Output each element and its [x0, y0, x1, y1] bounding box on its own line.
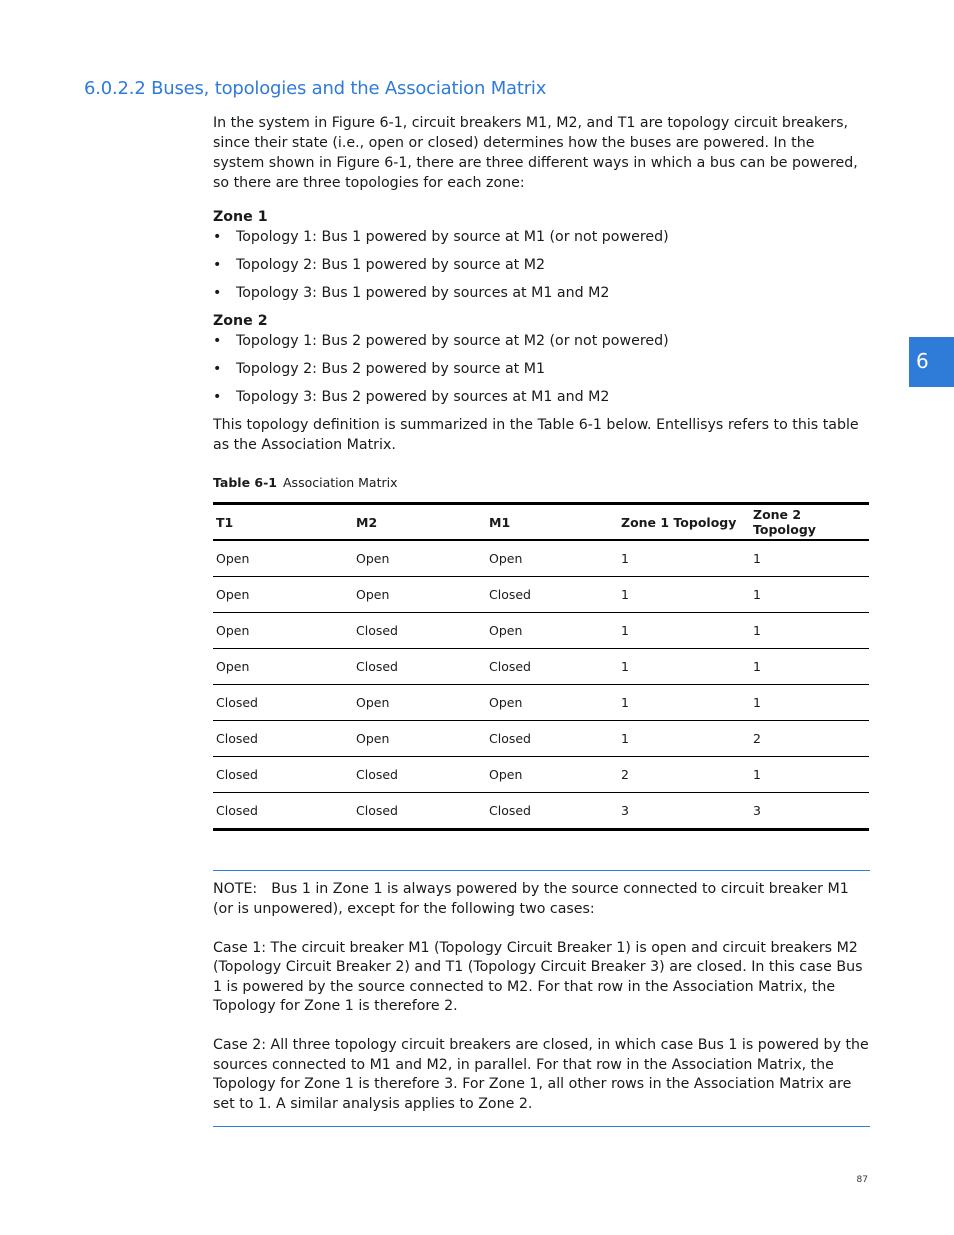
table-cell-zone1-topology: 1	[618, 685, 750, 721]
table-cell-zone1-topology: 1	[618, 613, 750, 649]
table-cell-m1: Closed	[486, 793, 618, 830]
bullet-icon: •	[213, 333, 222, 349]
table-cell-zone1-topology: 1	[618, 577, 750, 613]
table-cell-m1: Closed	[486, 721, 618, 757]
zone-2-heading: Zone 2	[213, 313, 268, 329]
zone-1-block	[213, 207, 869, 303]
list-item	[213, 359, 869, 379]
table-cell-t1: Open	[213, 613, 353, 649]
section-title: 6.0.2.2 Buses, topologies and the Association Matrix	[84, 78, 547, 99]
intro-paragraph: In the system in Figure 6-1, circuit breakers M1, M2, and T1 are topology circuit breakers, since their state (i.e., open or closed) determines how the buses are powered. In the system shown in Figure 6-1, there are three different ways in which a bus can be powered, so there are three topologies for each zone:	[213, 115, 858, 191]
association-matrix-table	[213, 502, 869, 831]
table-cell-m2: Closed	[353, 649, 486, 685]
bullet-icon: •	[213, 285, 222, 301]
list-item	[213, 331, 869, 351]
table-cell-m1: Closed	[486, 649, 618, 685]
table-cell-m1: Open	[486, 540, 618, 577]
main-content	[213, 113, 869, 831]
table-cell-m2: Open	[353, 685, 486, 721]
table-row	[213, 757, 869, 793]
table-row	[213, 540, 869, 577]
zone-2-list	[213, 331, 869, 407]
table-cell-m2: Closed	[353, 793, 486, 830]
table-cell-m2: Open	[353, 577, 486, 613]
table-cell-zone1-topology: 1	[618, 649, 750, 685]
table-cell-zone2-topology: 1	[750, 685, 869, 721]
table-cell-zone1-topology: 3	[618, 793, 750, 830]
zone-2-block	[213, 311, 869, 407]
list-item-text: Topology 3: Bus 2 powered by sources at M1 and M2	[236, 389, 610, 405]
table-cell-t1: Closed	[213, 721, 353, 757]
table-cell-m1: Open	[486, 685, 618, 721]
bullet-icon: •	[213, 257, 222, 273]
list-item	[213, 387, 869, 407]
table-row	[213, 613, 869, 649]
summary-paragraph: This topology definition is summarized in the Table 6-1 below. Entellisys refers to this table as the Association Matrix.	[213, 417, 859, 453]
table-cell-zone1-topology: 2	[618, 757, 750, 793]
list-item-text: Topology 1: Bus 1 powered by source at M1 (or not powered)	[236, 229, 669, 245]
column-header-zone1-topology: Zone 1 Topology	[618, 504, 750, 541]
table-cell-t1: Closed	[213, 685, 353, 721]
table-body	[213, 540, 869, 830]
column-header-t1: T1	[213, 504, 353, 541]
list-item-text: Topology 2: Bus 1 powered by source at M2	[236, 257, 545, 273]
table-row	[213, 649, 869, 685]
chapter-tab: 6	[909, 337, 954, 387]
table-caption-number: Table 6-1	[213, 475, 277, 490]
column-header-zone2-topology: Zone 2 Topology	[750, 504, 869, 541]
table-cell-m1: Closed	[486, 577, 618, 613]
table-cell-zone2-topology: 1	[750, 577, 869, 613]
table-cell-m2: Closed	[353, 757, 486, 793]
bullet-icon: •	[213, 229, 222, 245]
zone-1-list	[213, 227, 869, 303]
bullet-icon: •	[213, 389, 222, 405]
table-row	[213, 577, 869, 613]
table-row	[213, 793, 869, 830]
column-header-m1: M1	[486, 504, 618, 541]
table-cell-m2: Open	[353, 721, 486, 757]
table-cell-m2: Open	[353, 540, 486, 577]
table-row	[213, 685, 869, 721]
list-item-text: Topology 3: Bus 1 powered by sources at M1 and M2	[236, 285, 610, 301]
column-header-m2: M2	[353, 504, 486, 541]
list-item	[213, 283, 869, 303]
list-item	[213, 255, 869, 275]
page-number: 87	[856, 1175, 868, 1185]
table-cell-t1: Closed	[213, 757, 353, 793]
table-cell-zone2-topology: 2	[750, 721, 869, 757]
table-cell-m1: Open	[486, 757, 618, 793]
table-cell-m2: Closed	[353, 613, 486, 649]
note-case-1: Case 1: The circuit breaker M1 (Topology Circuit Breaker 1) is open and circuit breakers M2 (Topology Circuit Breaker 2) and T1 (Topology Circuit Breaker 3) are closed. In this case Bus 1 is powered by the source connected to M2. For that row in the Association Matrix, the Topology for Zone 1 is therefore 2.	[213, 939, 863, 1014]
list-item-text: Topology 2: Bus 2 powered by source at M1	[236, 361, 545, 377]
note-box	[213, 870, 870, 1127]
note-paragraph	[213, 880, 870, 919]
table-cell-t1: Open	[213, 649, 353, 685]
table-caption-text: Association Matrix	[283, 475, 398, 490]
table-cell-m1: Open	[486, 613, 618, 649]
table-cell-zone2-topology: 1	[750, 613, 869, 649]
list-item	[213, 227, 869, 247]
table-cell-zone2-topology: 1	[750, 540, 869, 577]
table-cell-zone1-topology: 1	[618, 721, 750, 757]
table-cell-zone2-topology: 1	[750, 757, 869, 793]
note-label: NOTE:	[213, 881, 258, 897]
bullet-icon: •	[213, 361, 222, 377]
table-cell-zone1-topology: 1	[618, 540, 750, 577]
table-caption	[213, 474, 869, 492]
table-header-row	[213, 504, 869, 541]
table-cell-t1: Open	[213, 577, 353, 613]
zone-1-heading: Zone 1	[213, 209, 268, 225]
table-row	[213, 721, 869, 757]
table-cell-zone2-topology: 1	[750, 649, 869, 685]
table-cell-t1: Closed	[213, 793, 353, 830]
table-cell-t1: Open	[213, 540, 353, 577]
note-case-2: Case 2: All three topology circuit breakers are closed, in which case Bus 1 is powered by the sources connected to M1 and M2, in parallel. For that row in the Association Matrix, the Topology for Zone 1 is therefore 3. For Zone 1, all other rows in the Association Matrix are set to 1. A similar analysis applies to Zone 2.	[213, 1037, 869, 1112]
note-text: Bus 1 in Zone 1 is always powered by the source connected to circuit breaker M1 (or is unpowered), except for the following two cases:	[213, 881, 849, 917]
table-cell-zone2-topology: 3	[750, 793, 869, 830]
list-item-text: Topology 1: Bus 2 powered by source at M2 (or not powered)	[236, 333, 669, 349]
